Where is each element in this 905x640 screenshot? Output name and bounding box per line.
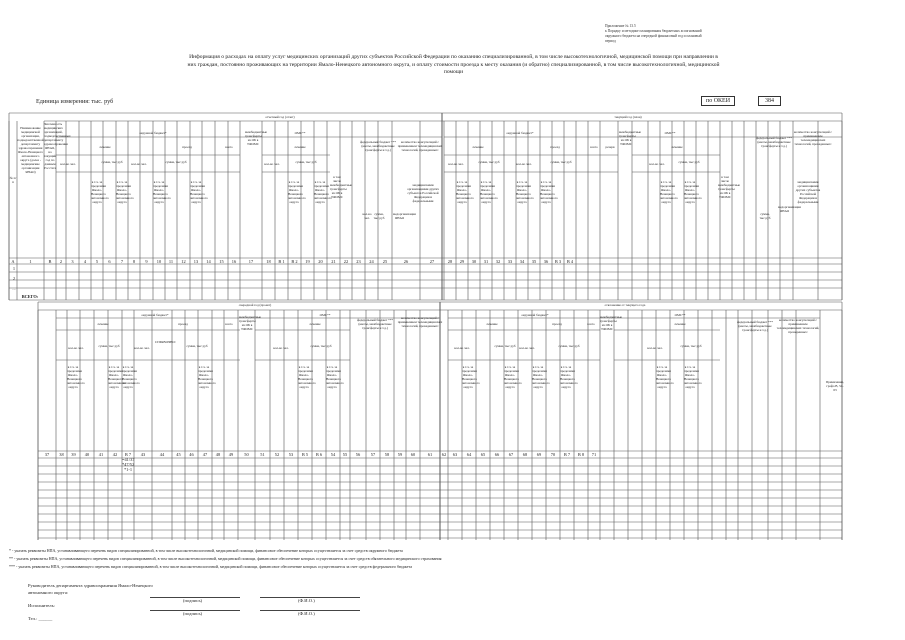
incl-outside-yanao-header: в т.ч. за пределами Ямало-Ненецкого автономного округа — [91, 180, 109, 204]
incl-outside-yanao-header: в т.ч. за пределами Ямало-Ненецкого автономного округа — [462, 365, 480, 389]
column-number: 4 — [83, 259, 87, 264]
sum-header-current: сумма, тыс руб — [478, 160, 500, 164]
sum-header-next: сумма, тыс руб — [186, 344, 208, 348]
column-number: А — [11, 259, 15, 264]
deviation-header: отклонение от текущего года — [604, 303, 646, 307]
incl-outside-yanao-header: в т.ч. за пределами Ямало-Ненецкого автономного округа — [540, 180, 558, 204]
column-number: В 6 — [315, 452, 323, 457]
treatment-header-current: лечение — [472, 145, 484, 149]
consult-count-header: количество консультаций с применением телемедицинских технологий, проведенных: — [397, 140, 443, 152]
mbt-header-next: межбюджетные трансферты из ОБ в ТФОМС — [239, 315, 262, 331]
column-number: 20 — [318, 259, 323, 264]
column-number: 7 — [120, 259, 124, 264]
column-number: 62 — [441, 452, 447, 457]
total-header-current: всего — [590, 145, 598, 149]
qty-header-current: кол-во чел. — [649, 162, 665, 166]
footnote-2: ** - указать реквизиты НПА, устанавливающего перечень видов специализированной, в том числе высокотехнологичной, медицинской помощи, финансовое обеспечение которых осуществляется за счет средств обязательного медицинского страхования — [9, 556, 442, 561]
column-number: 11 — [168, 259, 174, 264]
fed-budget-header-dev: федеральный бюджет *** (квоты, межбюджетные трансферты и т.д.) — [736, 320, 774, 332]
qty-header: кол-во чел. — [362, 212, 372, 220]
column-number: В 2 — [291, 259, 298, 264]
column-number: 64 — [466, 452, 472, 457]
spravochno-header: СПРАВОЧНО: — [155, 340, 176, 344]
fed-budget-header-next: федеральный бюджет *** (квоты, межбюджетные трансферты и т.д.) — [356, 318, 394, 330]
column-number: 51 — [260, 452, 265, 457]
total-header-dev: всего — [587, 322, 595, 326]
column-number: 28 — [447, 259, 453, 264]
column-number: 69 — [536, 452, 542, 457]
sum-header: сумма, тыс руб — [295, 160, 317, 164]
column-number: 15 — [219, 259, 224, 264]
column-number: 9 — [145, 259, 148, 264]
total-header: всего — [225, 145, 233, 149]
incl-outside-yanao-header: в т.ч. за пределами Ямало-Ненецкого автономного округа — [504, 365, 522, 389]
okei-code: 384 — [758, 96, 781, 106]
sum-header-current: сумма, тыс руб — [550, 160, 572, 164]
column-number: 3 — [71, 259, 74, 264]
current-year-header: текущий год (план) — [614, 115, 642, 119]
travel-header-current: проезд — [550, 145, 560, 149]
column-number: 37 — [44, 452, 50, 457]
column-number: 21 — [331, 259, 336, 264]
column-number: 65 — [480, 452, 486, 457]
med-other-header-current: медицинскими организациями других субъектов Российской Федерации и федеральными — [795, 180, 821, 204]
qty-header: кол-во чел. — [60, 162, 76, 166]
column-number: 26 — [403, 259, 409, 264]
mbt-header-current: межбюджетные трансферты из ОБ в ТФОМС — [619, 130, 642, 146]
column-number: В 3 — [554, 259, 562, 264]
sum-header: сумма, тыс руб — [373, 212, 385, 220]
sign-caption: (подпись) — [183, 611, 203, 616]
incl-outside-yanao-header: в т.ч. за пределами Ямало-Ненецкого автономного округа — [656, 365, 674, 389]
document-title — [6, 54, 901, 77]
incl-outside-yanao-header: в т.ч. за пределами Ямало-Ненецкого автономного округа — [326, 365, 344, 389]
column-number: 31 — [483, 259, 489, 264]
column-number: 1 — [29, 259, 32, 264]
sum-header-next: сумма, тыс руб — [310, 344, 332, 348]
med-other-header: медицинскими организациями других субъектов Российской Федерации и федеральными — [407, 183, 439, 203]
sum-header: сумма, тыс руб — [101, 160, 123, 164]
column-number: 27 — [429, 259, 435, 264]
unit-label: Единица измерения: тыс. руб — [36, 98, 114, 105]
column-number: 29 — [459, 259, 465, 264]
appendix-line: Приложение № 13.5 — [605, 24, 636, 28]
med-yanao-header: медорганизации ЯНАО — [393, 212, 416, 220]
column-number: 61 — [427, 452, 433, 457]
reserve-header: резерв — [605, 145, 615, 149]
appendix-line: к Порядку и методике планирования бюджетных ассигнований — [605, 29, 702, 33]
incl-mbt-header: в том числе межбюджетные трансферты из ОБ в ТФОМС — [330, 175, 353, 199]
treatment-header: лечение — [99, 145, 111, 149]
incl-outside-yanao-header: в т.ч. за пределами Ямало-Ненецкого автономного округа — [298, 365, 316, 389]
column-number: 19 — [305, 259, 310, 264]
sum-header-current: сумма, тыс руб — [678, 160, 700, 164]
sum-header-dev: сумма, тыс руб — [558, 344, 580, 348]
incl-outside-yanao-header: в т.ч. за пределами Ямало-Ненецкого автономного округа — [153, 180, 171, 204]
column-number: 47 — [202, 452, 208, 457]
column-number: 2 — [59, 259, 63, 264]
column-number: 45 — [176, 452, 181, 457]
title-line-1: Информация о расходах на оплату услуг медицинских организаций других субъектов Российской Федерации по оказанию специализированной, в том числе высокотехнологичной, медицинской помощи при направлении в — [189, 54, 718, 60]
qty-header: кол-во чел. — [131, 162, 147, 166]
column-number: В — [48, 259, 52, 264]
column-number: 66 — [494, 452, 500, 457]
incl-outside-yanao-header: в т.ч. за пределами Ямало-Ненецкого автономного округа — [516, 180, 534, 204]
incl-outside-yanao-header: в т.ч. за пределами Ямало-Ненецкого автономного округа — [122, 365, 140, 389]
column-number: 16 — [231, 259, 237, 264]
consult-count-header-next: количество консультаций с применением телемедицинских технологий, проведенных: — [397, 316, 443, 328]
column-number: 50 — [244, 452, 249, 457]
column-number: 58 — [384, 452, 390, 457]
col-name-header: Наименование медицинской организации, подведомственной департаменту здравоохранения Ямало-Ненецкого автономного округа (далее - медицинские организации ЯНАО) — [17, 126, 44, 174]
column-number: 59 — [397, 452, 403, 457]
table-row-number: 2 — [12, 276, 16, 281]
incl-outside-yanao-header: в т.ч. за пределами Ямало-Ненецкого автономного округа — [314, 180, 332, 204]
column-number: 6 — [108, 259, 111, 264]
column-number: 33 — [507, 259, 513, 264]
column-number: 54 — [330, 452, 336, 457]
column-number: 12 — [181, 259, 186, 264]
qty-header-next: кол-во чел. — [134, 346, 150, 350]
column-number: 67 — [508, 452, 514, 457]
column-number: 17 — [248, 259, 254, 264]
okr-budget-header: окружной бюджет* — [139, 131, 167, 135]
qty-header: кол-во чел. — [264, 162, 280, 166]
oms-header-current: ОМС** — [664, 131, 676, 135]
column-number: 13 — [193, 259, 199, 264]
column-number: 14 — [206, 259, 211, 264]
treatment-header-dev: лечение — [486, 322, 498, 326]
footnote-1: * - указать реквизиты НПА, устанавливающего перечень видов специализированной, в том числе высокотехнологичной, медицинской помощи, финансовое обеспечение которых осуществляется за счет средств окружного бюджета — [9, 548, 403, 553]
column-number: 5 — [95, 259, 99, 264]
column-number: В 7 =41/37 *47/52 *1-1 — [122, 452, 135, 472]
column-number: 40 — [84, 452, 90, 457]
consult-count-header-dev: количество консультаций с применением телемедицинских технологий, проведенных: — [776, 318, 820, 334]
column-number: 60 — [410, 452, 416, 457]
col-no-header: № п/п — [9, 176, 17, 184]
oms-header-dev: ОМС** — [674, 313, 686, 317]
title-line-2: них граждан, постоянно проживающих на территории Ямало-Ненецкого автономного округа, и оплату стоимости проезда к месту оказания (и обратно) специализированной, в том числе высокотехнологичной, медицинской — [187, 61, 720, 68]
column-number: 30 — [471, 259, 477, 264]
sum-header-next: сумма, тыс руб — [98, 344, 120, 348]
column-number: 35 — [531, 259, 537, 264]
column-number: 42 — [112, 452, 118, 457]
column-number: 39 — [71, 452, 76, 457]
okr-budget-header-dev: окружной бюджет* — [521, 313, 549, 317]
column-number: В 5 — [301, 452, 309, 457]
sum-header-current: сумма, тыс руб — [759, 212, 771, 220]
okr-budget-header-current: окружной бюджет* — [506, 131, 534, 135]
sum-header-dev: сумма, тыс руб — [494, 344, 516, 348]
med-yanao-header-current: медорганизации ЯНАО — [778, 205, 801, 213]
incl-outside-yanao-header: в т.ч. за пределами Ямало-Ненецкого автономного округа — [456, 180, 474, 204]
table-row-number: 1 — [12, 266, 16, 271]
incl-outside-yanao-header: в т.ч. за пределами Ямало-Ненецкого автономного округа — [684, 180, 702, 204]
column-number: 8 — [132, 259, 136, 264]
okei-label: по ОКЕИ — [701, 96, 735, 106]
column-number: 41 — [98, 452, 104, 457]
column-number: В 4 — [566, 259, 574, 264]
column-number: 63 — [452, 452, 458, 457]
next-year-header: очередной год (проект) — [238, 303, 272, 307]
qty-header-next: кол-во чел. — [68, 346, 84, 350]
incl-outside-yanao-header: в т.ч. за пределами Ямало-Ненецкого автономного округа — [116, 180, 134, 204]
report-year-header: отчетный год (отчет) — [265, 115, 295, 119]
oms-header: ОМС** — [294, 131, 306, 135]
okr-budget-header-next: окружной бюджет* — [141, 313, 169, 317]
incl-outside-yanao-header: в т.ч. за пределами Ямало-Ненецкого автономного округа — [198, 365, 216, 389]
incl-outside-yanao-header: в т.ч. за пределами Ямало-Ненецкого автономного округа — [660, 180, 678, 204]
qty-header-dev: кол-во чел. — [647, 346, 663, 350]
column-number: 34 — [519, 259, 525, 264]
travel-header-dev: проезд — [552, 322, 562, 326]
oms-header-next: ОМС** — [319, 313, 331, 317]
column-number: 46 — [189, 452, 194, 457]
travel-header-next: проезд — [178, 322, 188, 326]
column-number: 25 — [382, 259, 388, 264]
column-number: 38 — [59, 452, 64, 457]
column-number: 52 — [274, 452, 280, 457]
column-number: В 7 — [563, 452, 571, 457]
fed-budget-header-current: федеральный бюджет *** (квоты, межбюджетные трансферты и т.д.) — [755, 136, 793, 148]
col-count-header: Численность медицинских организаций, подведомственных департаменту здравоохранения ЯНАО, на текущий год по данным Росстата — [44, 122, 71, 170]
column-number: В 8 — [577, 452, 585, 457]
sum-header-dev: сумма, тыс руб — [680, 344, 702, 348]
fio-caption: (Ф.И.О.) — [298, 611, 315, 616]
appendix-note — [605, 24, 815, 44]
oms-treatment-header-next: лечение — [309, 322, 321, 326]
qty-header-current: кол-во чел. — [516, 162, 532, 166]
consult-count-header-current: количество консультаций с применением телемедицинских технологий, проведенных: — [794, 130, 832, 146]
column-number: 44 — [159, 452, 165, 457]
column-number: 22 — [343, 259, 349, 264]
column-number: В 1 — [278, 259, 285, 264]
footnote-3: *** - указать реквизиты НПА, устанавливающего перечень видов специализированной, в том числе высокотехнологичной, медицинской помощи, финансовое обеспечение которых осуществляется за счет средств федерального бюджета — [9, 564, 412, 569]
oms-treatment-header-current: лечение — [671, 145, 683, 149]
column-number: 71 — [591, 452, 597, 457]
sum-header: сумма, тыс руб — [165, 160, 187, 164]
head-title-line2: автономного округа: — [28, 590, 69, 595]
column-number: 55 — [342, 452, 348, 457]
oms-treatment-header: лечение — [294, 145, 306, 149]
executor-label: Исполнитель: — [28, 603, 55, 608]
column-number: 53 — [288, 452, 294, 457]
column-number: 43 — [140, 452, 146, 457]
incl-outside-yanao-header: в т.ч. за пределами Ямало-Ненецкого автономного округа — [108, 365, 126, 389]
qty-header-current: кол-во чел. — [448, 162, 464, 166]
incl-outside-yanao-header: в т.ч. за пределами Ямало-Ненецкого автономного округа — [532, 365, 550, 389]
qty-header-dev: кол-во чел. — [519, 346, 535, 350]
note-header: Примечание, графа В, 54-63 — [825, 380, 845, 392]
column-number: 36 — [543, 259, 549, 264]
fed-budget-header: федеральный бюджет *** (квоты, межбюджетные трансферты и т.д.) — [359, 140, 397, 152]
mbt-header: межбюджетные трансферты из ОБ в ТФОМС — [245, 130, 268, 146]
column-number: 32 — [495, 259, 501, 264]
travel-header: проезд — [182, 145, 192, 149]
sign-caption: (подпись) — [183, 598, 203, 603]
total-header-next: всего — [225, 322, 233, 326]
column-number: 57 — [370, 452, 376, 457]
fio-caption: (Ф.И.О.) — [298, 598, 315, 603]
column-number: 56 — [355, 452, 361, 457]
mbt-header-dev: межбюджетные трансферты из ОБ в ТФОМС — [600, 315, 623, 331]
column-number: 18 — [266, 259, 271, 264]
treatment-header-next: лечение — [97, 322, 109, 326]
incl-outside-yanao-header: в т.ч. за пределами Ямало-Ненецкого автономного округа — [480, 180, 498, 204]
column-number: 10 — [156, 259, 162, 264]
head-title-line1: Руководитель департамента здравоохранения Ямало-Ненецкого — [28, 583, 153, 588]
incl-outside-yanao-header: в т.ч. за пределами Ямало-Ненецкого автономного округа — [67, 365, 85, 389]
incl-outside-yanao-header: в т.ч. за пределами Ямало-Ненецкого автономного округа — [190, 180, 208, 204]
phone-label: Тел.: ______ — [28, 616, 53, 621]
qty-header-dev: кол-во чел. — [454, 346, 470, 350]
incl-mbt-header-current: в том числе межбюджетные трансферты из ОБ в ТФОМС — [718, 175, 741, 199]
column-number: 70 — [550, 452, 556, 457]
column-number: 68 — [522, 452, 528, 457]
table-row-number: ... — [12, 286, 16, 291]
incl-outside-yanao-header: в т.ч. за пределами Ямало-Ненецкого автономного округа — [288, 180, 306, 204]
incl-outside-yanao-header: в т.ч. за пределами Ямало-Ненецкого автономного округа — [684, 365, 702, 389]
oms-treatment-header-dev: лечение — [674, 322, 686, 326]
column-number: 23 — [356, 259, 361, 264]
appendix-line: окружного бюджета на очередной финансовый год и плановый — [605, 34, 702, 38]
column-number: 49 — [228, 452, 234, 457]
column-number: 48 — [215, 452, 221, 457]
appendix-line: период — [605, 39, 616, 43]
title-line-3: помощи — [443, 69, 464, 76]
incl-outside-yanao-header: в т.ч. за пределами Ямало-Ненецкого автономного округа — [560, 365, 578, 389]
column-number: 24 — [369, 259, 374, 264]
qty-header-next: кол-во чел. — [273, 346, 289, 350]
total-row-label: ВСЕГО: — [21, 294, 39, 299]
